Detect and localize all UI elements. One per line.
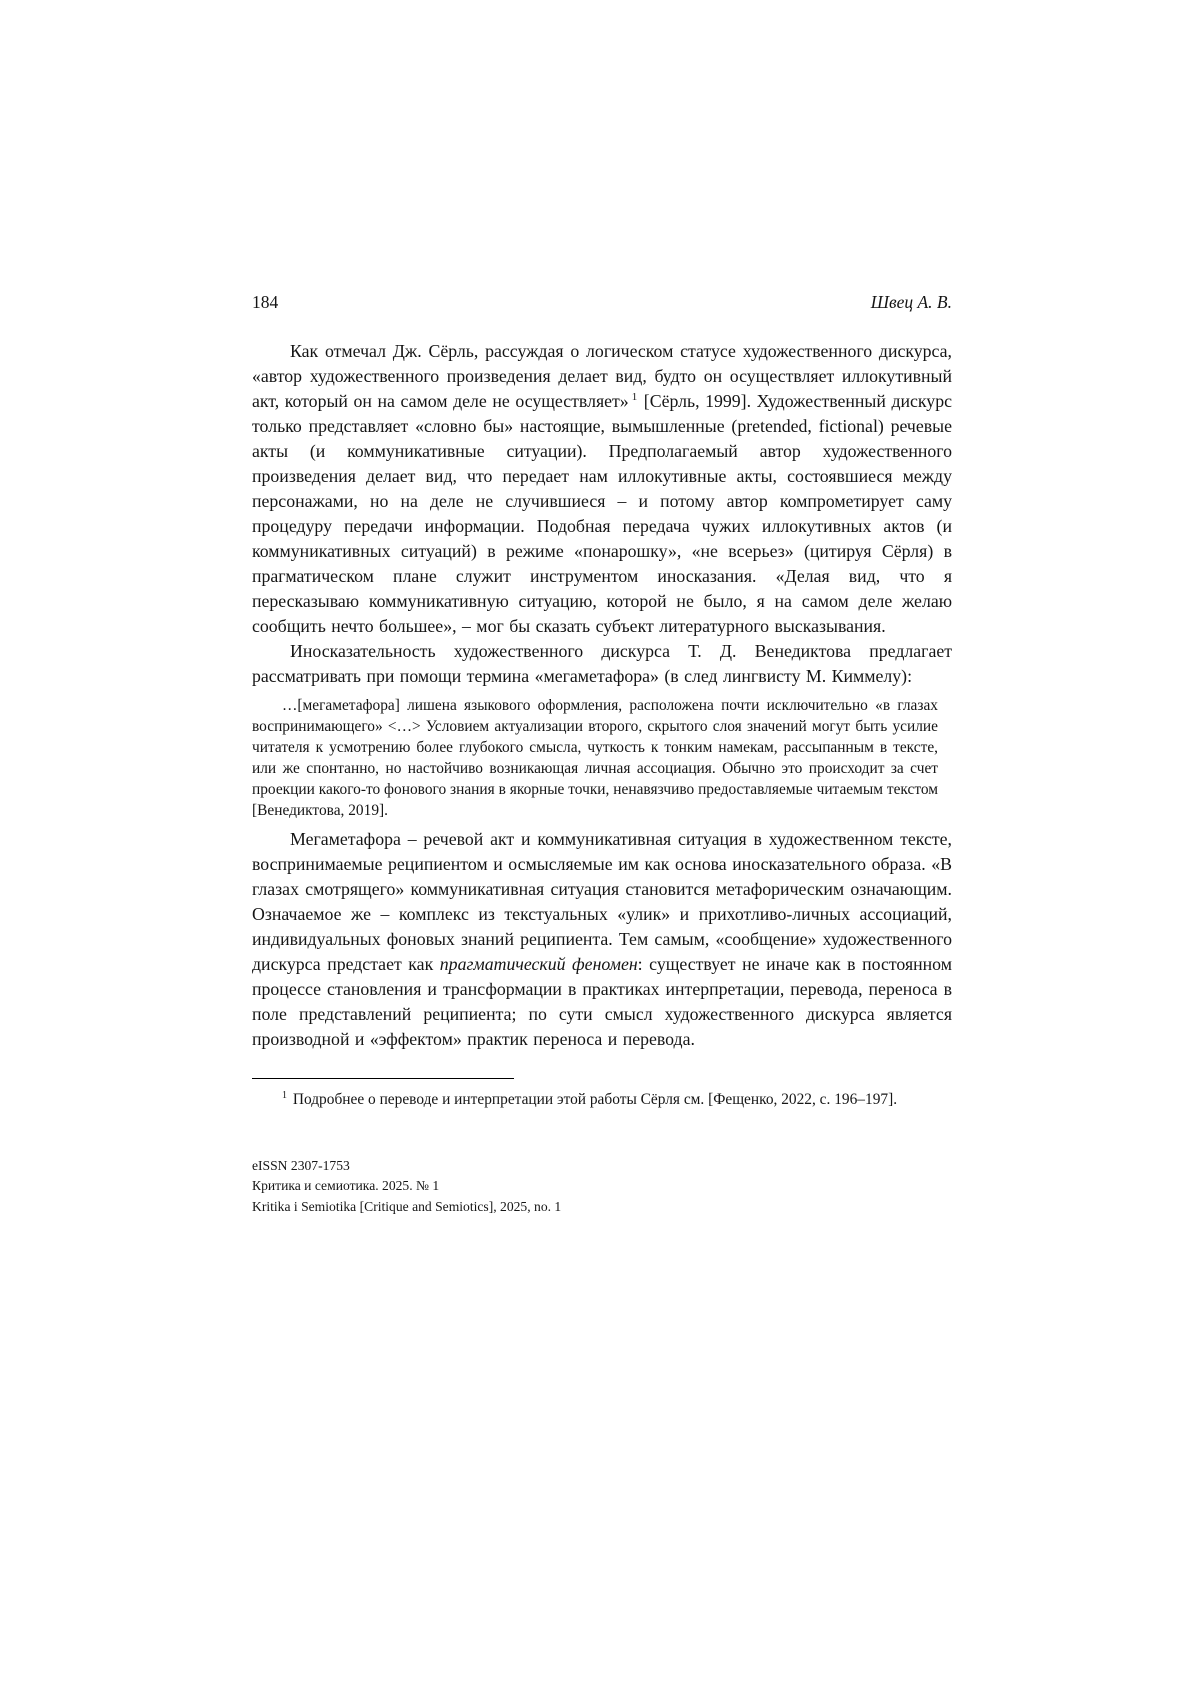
- paragraph-searle-text: Как отмечал Дж. Сёрль, рассуждая о логическом статусе художественного дискурса, «автор художественного произведения делает вид, будто он осуществляет иллокутивный акт, который он на самом деле не осуществляет»: [252, 341, 952, 411]
- page-content: [252, 292, 952, 1217]
- paragraph-definition-continuation: : существует не иначе как в постоянном процессе становления и трансформации в практиках интерпретации, перевода, переноса в поле представлений реципиента; по сути смысл художественного дискурса является производной и «эффектом» практик переноса и перевода.: [252, 954, 952, 1049]
- imprint-journal-ru: Критика и семиотика. 2025. № 1: [252, 1178, 440, 1194]
- footnote-1-marker: 1: [282, 1089, 287, 1101]
- term-pragmatic-phenomenon: прагматический феномен: [439, 954, 638, 974]
- paragraph-searle-continuation: [Сёрль, 1999]. Художественный дискурс только представляет «словно бы» настоящие, вымышленные (pretended, fictional) речевые акты (и коммуникативные ситуации). Предполагаемый автор художественного произведения делает вид, что передает нам иллокутивные акты, состоявшиеся между персонажами, но на деле не случившиеся – и потому автор компрометирует саму процедуру передачи информации. Подобная передача чужих иллокутивных актов (и коммуникативных ситуаций) в режиме «понарошку», «не всерьез» (цитируя Сёрля) в прагматическом плане служит инструментом иносказания. «Делая вид, что я пересказываю коммуникативную ситуацию, которой не было, я на самом деле желаю сообщить нечто большее», – мог бы сказать субъект литературного высказывания.: [252, 391, 952, 636]
- footnote-divider: [252, 1078, 514, 1079]
- imprint-eissn: eISSN 2307-1753: [252, 1158, 350, 1173]
- paragraph-definition-text: Мегаметафора – речевой акт и коммуникативная ситуация в художественном тексте, воспринимаемые реципиентом и осмысляемые им как основа иносказательного образа. «В глазах смотрящего» коммуникативная ситуация становится метафорическим означающим. Означаемое же – комплекс из текстуальных «улик» и прихотливо-личных ассоциаций, индивидуальных фоновых знаний реципиента. Тем самым, «сообщение» художественного дискурса предстает как: [252, 829, 952, 974]
- journal-imprint: [252, 1156, 952, 1217]
- footnote-reference-1: 1: [631, 391, 638, 404]
- paragraph-megametaphor-intro: Иносказательность художественного дискурса Т. Д. Венедиктова предлагает рассматривать при помощи термина «мегаметафора» (в след лингвисту М. Киммелу):: [252, 641, 952, 686]
- paragraph-megametaphor-definition: [252, 827, 952, 1052]
- running-head-author: Швец А. В.: [870, 292, 952, 312]
- footnote-1-text: Подробнее о переводе и интерпретации этой работы Сёрля см. [Фещенко, 2022, с. 196–197].: [292, 1091, 898, 1108]
- page-number: 184: [252, 292, 279, 312]
- imprint-journal-en: Kritika i Semiotika [Critique and Semiotics], 2025, no. 1: [252, 1198, 562, 1214]
- footnote-1: [252, 1089, 952, 1110]
- paragraph-searle: [252, 339, 952, 639]
- blockquote-venediktova: …[мегаметафора] лишена языкового оформления, расположена почти исключительно «в глазах воспринимающего» <…> Условием актуализации второго, скрытого слоя значений могут быть усилие читателя к усмотрению более глубокого смысла, чуткость к тонким намекам, рассыпанным в тексте, или же спонтанно, но настойчиво возникающая личная ассоциация. Обычно это происходит за счет проекции какого-то фонового знания в якорные точки, ненавязчиво предоставляемые читаемым текстом [Венедиктова, 2019].: [252, 697, 938, 819]
- footnote-block: [252, 1078, 952, 1110]
- running-header: [252, 292, 952, 313]
